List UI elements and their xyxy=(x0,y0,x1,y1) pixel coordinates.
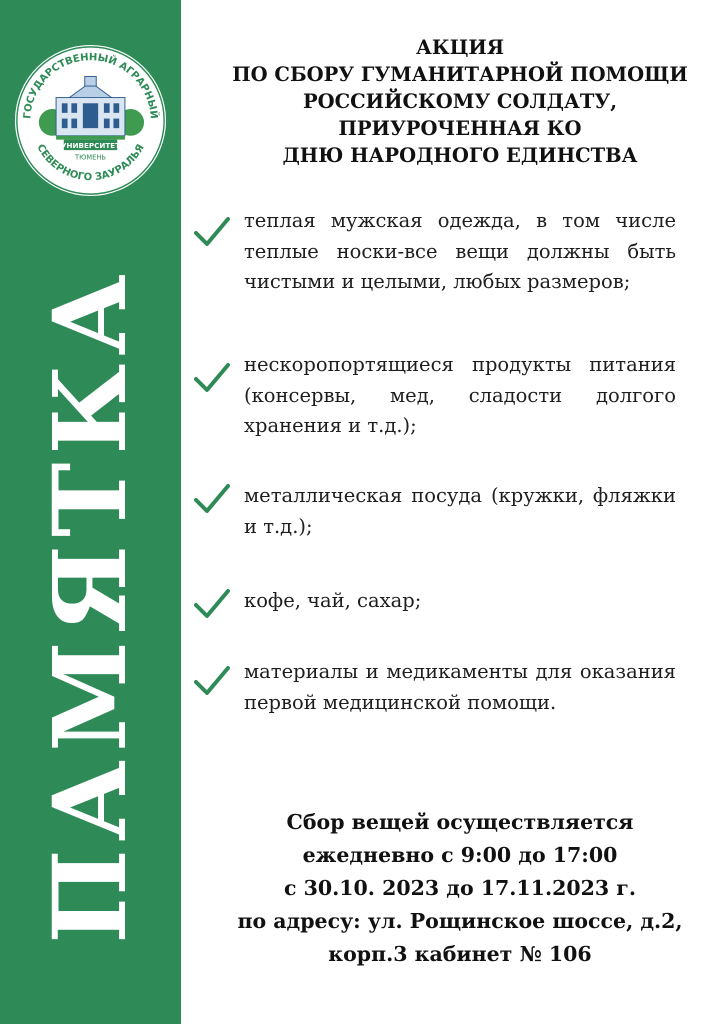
collection-info xyxy=(196,806,724,971)
sidebar xyxy=(0,0,181,1024)
logo-banner: УНИВЕРСИТЕТ xyxy=(61,141,120,151)
item-text: нескоропортящиеся продукты питания (консервы, мед, сладости долгого хранения и т.д.); xyxy=(244,353,676,437)
logo-city: ТЮМЕНЬ xyxy=(75,153,106,162)
footer-line: ежедневно с 9:00 до 17:00 xyxy=(302,843,618,867)
university-logo xyxy=(14,44,167,197)
title-line: РОССИЙСКОМУ СОЛДАТУ, xyxy=(302,90,618,113)
check-icon xyxy=(194,483,230,515)
check-icon xyxy=(194,588,230,620)
title-line: ДНЮ НАРОДНОГО ЕДИНСТВА xyxy=(282,144,638,167)
footer-line: Сбор вещей осуществляется xyxy=(286,810,634,834)
check-icon xyxy=(194,362,230,394)
item-text: материалы и медикаменты для оказания первой медицинской помощи. xyxy=(244,660,676,714)
item-text: теплая мужская одежда, в том числе теплые носки-все вещи должны быть чистыми и целыми, любых размеров; xyxy=(244,209,676,293)
logo-top-text: ГОСУДАРСТВЕННЫЙ АГРАРНЫЙ xyxy=(22,52,159,120)
vertical-title: ПАМЯТКА xyxy=(31,266,149,944)
title-line: АКЦИЯ xyxy=(415,36,505,59)
check-icon xyxy=(194,216,230,248)
title-line: ПО СБОРУ ГУМАНИТАРНОЙ ПОМОЩИ xyxy=(232,63,688,86)
title-line: ПРИУРОЧЕННАЯ КО xyxy=(338,117,582,140)
item-text: кофе, чай, сахар; xyxy=(244,589,422,612)
footer-line: по адресу: ул. Рощинское шоссе, д.2, xyxy=(237,909,683,933)
footer-line: с 30.10. 2023 до 17.11.2023 г. xyxy=(284,876,636,900)
item-text: металлическая посуда (кружки, фляжки и т.д.); xyxy=(244,484,676,538)
logo-bottom-text: СЕВЕРНОГО ЗАУРАЛЬЯ xyxy=(34,142,147,184)
check-icon xyxy=(194,665,230,697)
footer-line: корп.3 кабинет № 106 xyxy=(328,942,592,966)
page-title xyxy=(200,34,720,169)
